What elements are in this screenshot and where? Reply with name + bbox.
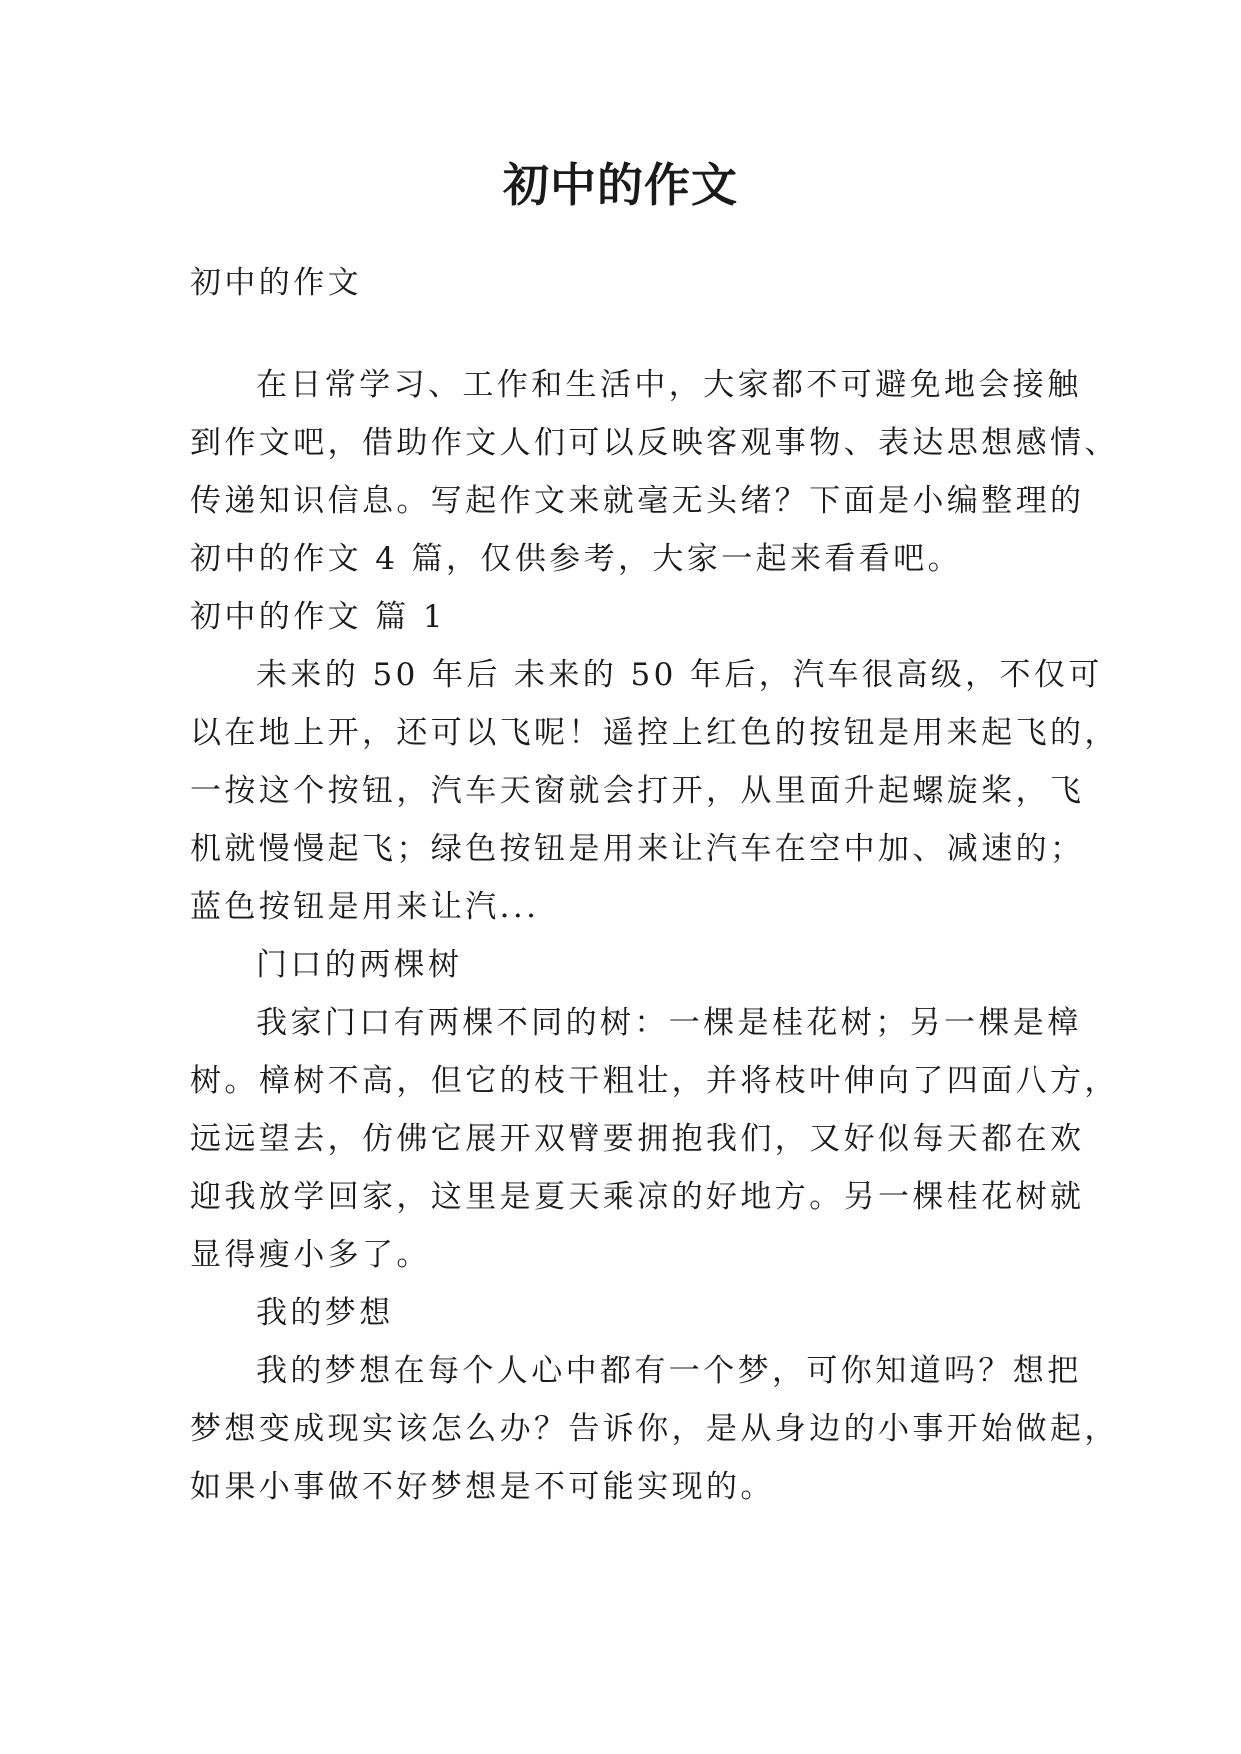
paragraph-line: 梦想变成现实该怎么办？告诉你，是从身边的小事开始做起， bbox=[190, 1411, 1119, 1447]
section-heading: 门口的两棵树 bbox=[256, 947, 463, 983]
paragraph-line: 在日常学习、工作和生活中，大家都不可避免地会接触 bbox=[256, 367, 1082, 403]
paragraph-line: 如果小事做不好梦想是不可能实现的。 bbox=[190, 1469, 775, 1505]
document-title: 初中的作文 bbox=[503, 158, 738, 212]
paragraph-line: 我家门口有两棵不同的树：一棵是桂花树；另一棵是樟 bbox=[256, 1005, 1082, 1041]
paragraph-line: 树。樟树不高，但它的枝干粗壮，并将枝叶伸向了四面八方， bbox=[190, 1063, 1119, 1099]
paragraph-line: 初中的作文 4 篇，仅供参考，大家一起来看看吧。 bbox=[190, 541, 963, 577]
paragraph-line: 一按这个按钮，汽车天窗就会打开，从里面升起螺旋桨，飞 bbox=[190, 773, 1085, 809]
paragraph-line: 机就慢慢起飞；绿色按钮是用来让汽车在空中加、减速的； bbox=[190, 831, 1085, 867]
paragraph-line: 蓝色按钮是用来让汽... bbox=[190, 889, 540, 925]
paragraph-line: 显得瘦小多了。 bbox=[190, 1237, 431, 1273]
section-heading: 初中的作文 篇 1 bbox=[190, 599, 447, 635]
paragraph-line: 未来的 50 年后 未来的 50 年后，汽车很高级，不仅可 bbox=[256, 657, 1103, 693]
paragraph-line: 我的梦想在每个人心中都有一个梦，可你知道吗？想把 bbox=[256, 1353, 1082, 1389]
paragraph-line: 迎我放学回家，这里是夏天乘凉的好地方。另一棵桂花树就 bbox=[190, 1179, 1085, 1215]
paragraph-line: 传递知识信息。写起作文来就毫无头绪？下面是小编整理的 bbox=[190, 483, 1085, 519]
paragraph-line: 远远望去，仿佛它展开双臂要拥抱我们，又好似每天都在欢 bbox=[190, 1121, 1085, 1157]
section-heading: 我的梦想 bbox=[256, 1295, 394, 1331]
paragraph-line: 以在地上开，还可以飞呢！遥控上红色的按钮是用来起飞的， bbox=[190, 715, 1119, 751]
paragraph-line: 到作文吧，借助作文人们可以反映客观事物、表达思想感情、 bbox=[190, 425, 1119, 461]
document-subtitle: 初中的作文 bbox=[190, 265, 362, 301]
